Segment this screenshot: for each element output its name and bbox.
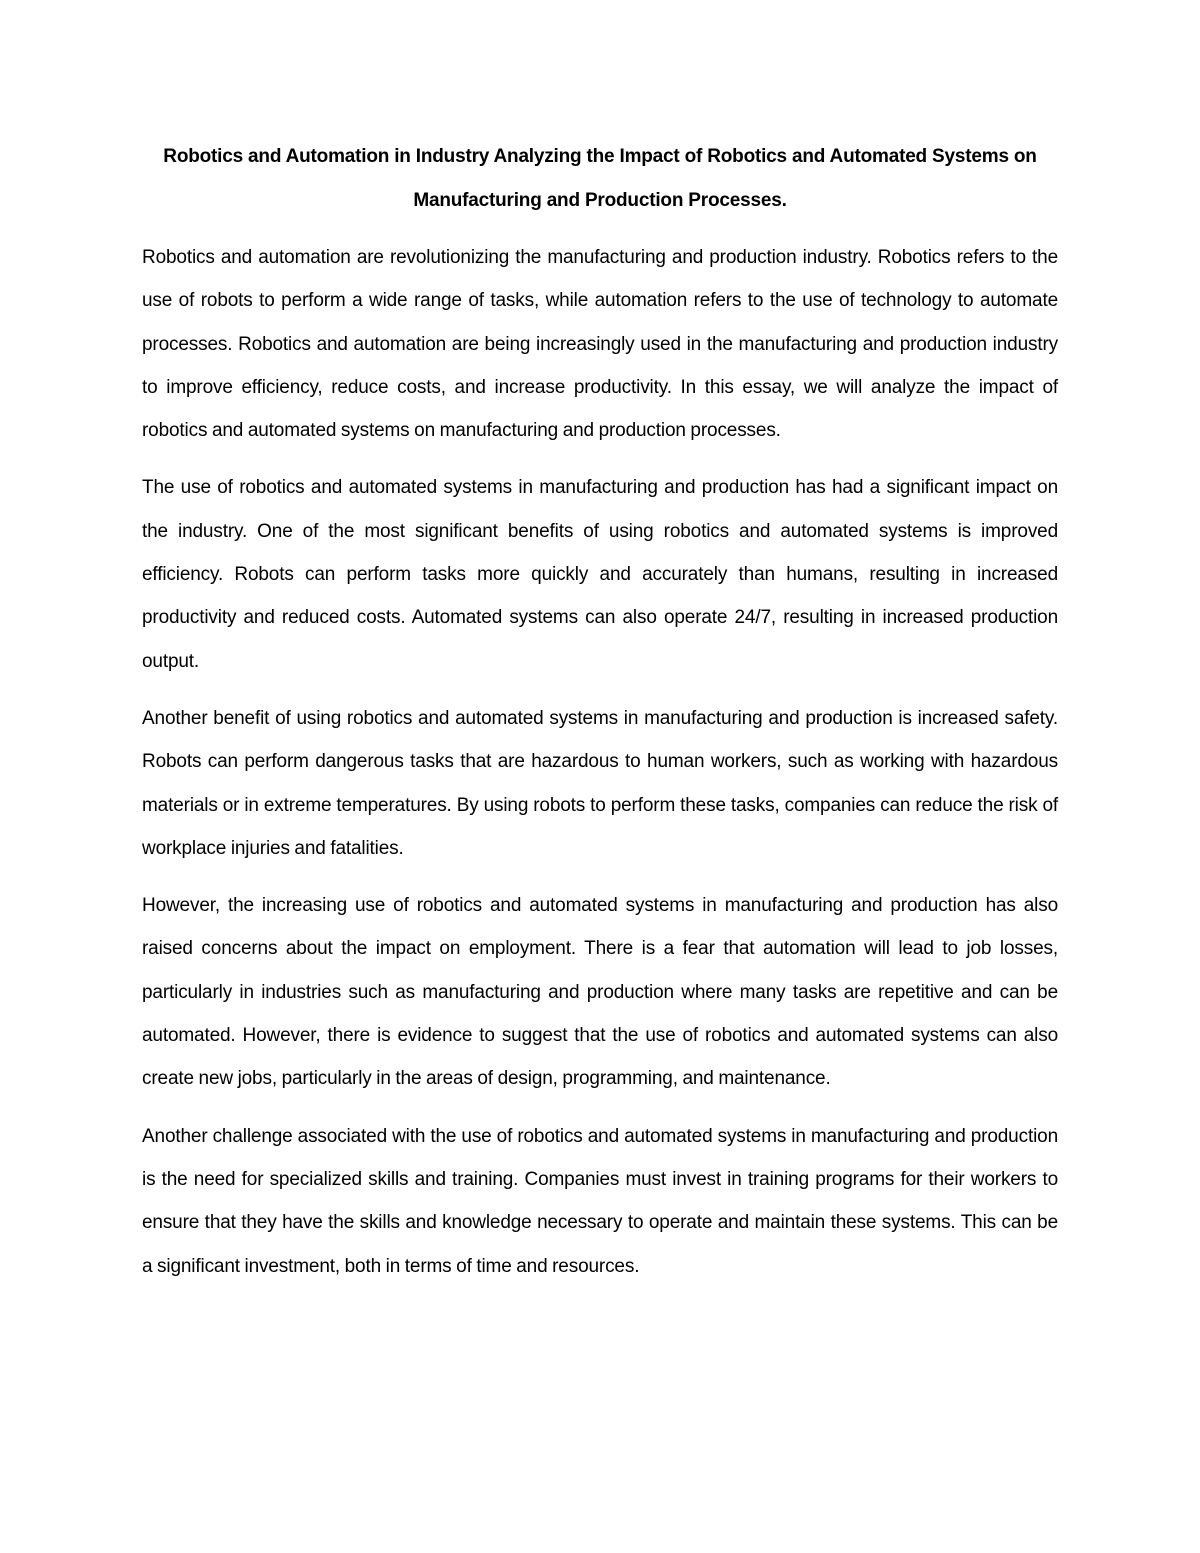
paragraph-4: However, the increasing use of robotics and automated systems in manufacturing and production has also raised concerns about the impact on employment. There is a fear that automation will lead to job losses, particularly in industries such as manufacturing and production where many tasks are repetitive and can be automated. However, there is evidence to suggest that the use of robotics and automated systems can also create new jobs, particularly in the areas of design, programming, and maintenance. [142,895,1058,1090]
paragraph-5: Another challenge associated with the use of robotics and automated systems in manufacturing and production is the need for specialized skills and training. Companies must invest in training programs for their workers to ensure that they have the skills and knowledge necessary to operate and maintain these systems. This can be a significant investment, both in terms of time and resources. [142,1125,1058,1277]
paragraph-2: The use of robotics and automated systems in manufacturing and production has had a significant impact on the industry. One of the most significant benefits of using robotics and automated systems is improved efficiency. Robots can perform tasks more quickly and accurately than humans, resulting in increased productivity and reduced costs. Automated systems can also operate 24/7, resulting in increased production output. [142,477,1058,672]
paragraph-1: Robotics and automation are revolutionizing the manufacturing and production industry. Robotics refers to the use of robots to perform a wide range of tasks, while automation refers to the use of technology to automate processes. Robotics and automation are being increasingly used in the manufacturing and production industry to improve efficiency, reduce costs, and increase productivity. In this essay, we will analyze the impact of robotics and automated systems on manufacturing and production processes. [142,247,1058,442]
document-title: Robotics and Automation in Industry Analyzing the Impact of Robotics and Automated Systems on Manufacturing and Production Processes. [163,146,1037,211]
document-body [142,135,1058,1302]
paragraph-3: Another benefit of using robotics and automated systems in manufacturing and production is increased safety. Robots can perform dangerous tasks that are hazardous to human workers, such as working with hazardous materials or in extreme temperatures. By using robots to perform these tasks, companies can reduce the risk of workplace injuries and fatalities. [142,707,1058,859]
